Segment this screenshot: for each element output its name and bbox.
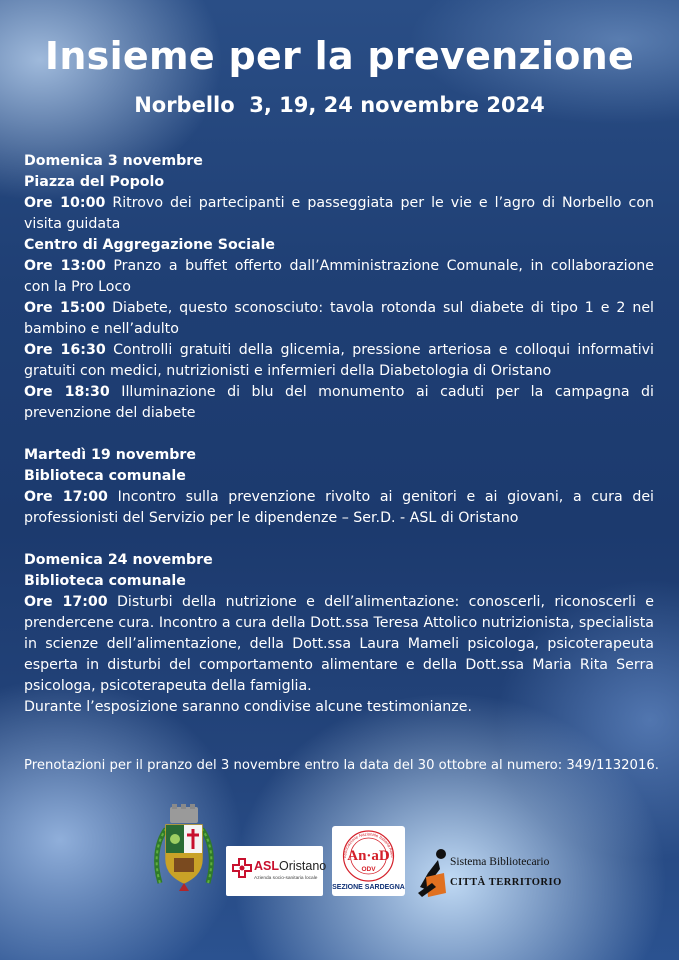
sistema-line2: CITTÀ TERRITORIO <box>450 877 562 888</box>
asl-name-b: Oristano <box>279 859 327 873</box>
event-text: Incontro sulla prevenzione rivolto ai genitori e ai giovani, a cura dei professionisti del Servizio per le dipendenze – Ser.D. - ASL di Oristano <box>24 489 654 526</box>
aniad-odv: ODV <box>361 866 376 873</box>
day1-date: Domenica 3 novembre <box>24 153 203 169</box>
day1-event5 <box>24 382 654 424</box>
day2-date: Martedì 19 novembre <box>24 447 197 463</box>
day3-closing: Durante l’esposizione saranno condivise alcune testimonianze. <box>24 699 472 715</box>
day2-event1 <box>24 487 654 529</box>
event-text: Pranzo a buffet offerto dall’Amministrazione Comunale, in collaborazione con la Pro Loco <box>24 258 654 295</box>
day3-event1 <box>24 592 654 697</box>
day1-place1: Piazza del Popolo <box>24 174 165 190</box>
event-time: Ore 10:00 <box>24 195 106 211</box>
spacer <box>24 424 654 445</box>
book-reader-icon <box>416 843 450 899</box>
day2-place: Biblioteca comunale <box>24 468 186 484</box>
aniad-section: SEZIONE SARDEGNA <box>332 884 405 891</box>
day1-event2 <box>24 256 654 298</box>
day1-event4 <box>24 340 654 382</box>
day3-place: Biblioteca comunale <box>24 573 186 589</box>
day1-place2: Centro di Aggregazione Sociale <box>24 237 276 253</box>
event-time: Ore 15:00 <box>24 300 106 316</box>
asl-subtitle: Azienda socio-sanitaria locale <box>254 876 318 881</box>
event-time: Ore 18:30 <box>24 384 110 400</box>
medical-cross-icon <box>232 858 252 880</box>
sistema-line1: Sistema Bibliotecario <box>450 856 550 868</box>
event-text: Diabete, questo sconosciuto: tavola rotonda sul diabete di tipo 1 e 2 nel bambino e nell’adulto <box>24 300 654 337</box>
asl-name-a: ASL <box>254 859 279 873</box>
aniad-emblem <box>332 826 405 884</box>
aniad-ring-path: Associazione Nazionale Italiana Atleti <box>341 831 395 859</box>
asl-oristano-logo <box>226 846 327 896</box>
event-text: Illuminazione di blu del monumento ai caduti per la campagna di prevenzione del diabete <box>24 384 654 421</box>
aniad-mark: An·aD <box>347 848 390 864</box>
event-text: Controlli gratuiti della glicemia, pressione arteriosa e colloqui informativi gratuiti con medici, nutrizionisti e infermieri della Diabetologia di Oristano <box>24 342 654 379</box>
event-text: Ritrovo dei partecipanti e passeggiata per le vie e l’agro di Norbello con visita guidata <box>24 195 654 232</box>
poster-title: Insieme per la prevenzione <box>44 34 635 78</box>
event-time: Ore 13:00 <box>24 258 106 274</box>
day1-event3 <box>24 298 654 340</box>
day3-date: Domenica 24 novembre <box>24 552 213 568</box>
comune-crest-logo <box>152 803 216 895</box>
aniad-logo <box>332 826 405 896</box>
booking-note: Prenotazioni per il pranzo del 3 novembre entro la data del 30 ottobre al numero: 349/1132016. <box>24 758 659 773</box>
sistema-bibliotecario-logo <box>416 843 586 899</box>
asl-name <box>254 859 326 873</box>
poster-subtitle: Norbello 3, 19, 24 novembre 2024 <box>134 93 545 117</box>
event-time: Ore 17:00 <box>24 489 108 505</box>
day1-event1 <box>24 193 654 235</box>
event-time: Ore 17:00 <box>24 594 108 610</box>
spacer <box>24 529 654 550</box>
program <box>24 151 654 718</box>
event-time: Ore 16:30 <box>24 342 106 358</box>
event-text: Disturbi della nutrizione e dell’alimentazione: conoscerli, riconoscerli e prendercene cura. Incontro a cura della Dott.ssa Teresa Attolico nutrizionista, specialista in scienze dell’alimentazione, della Dott.ssa Laura Mameli psicologa, psicoterapeuta esperta in disturbi del comportamento alimentare e della Dott.ssa Maria Rita Serra psicologa, psicoterapeuta della famiglia. <box>24 594 654 694</box>
